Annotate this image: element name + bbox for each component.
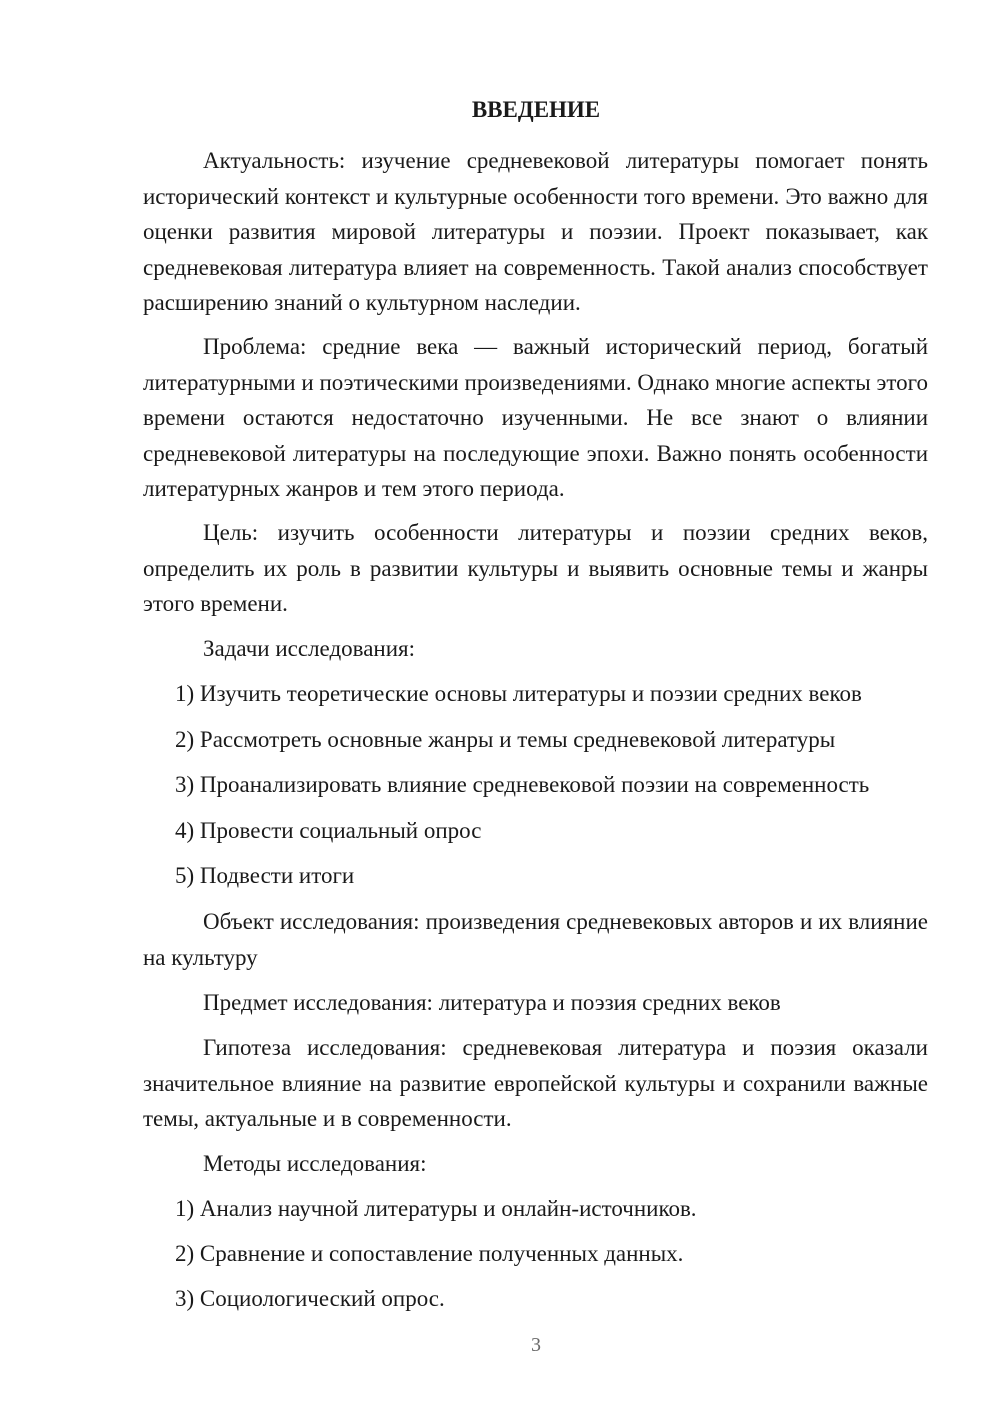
method-item-1: 1) Анализ научной литературы и онлайн-источников. — [175, 1196, 697, 1221]
section-heading: ВВЕДЕНИЕ — [471, 97, 601, 122]
relevance-paragraph: Актуальность: изучение средневековой литературы помогает понять исторический контекст и культурные особенности того времени. Это важно для оценки развития мировой литературы и поэзии. Проект показывает, как средневековая литература влияет на современность. Такой анализ способствует расширению знаний о культурном наследии. — [143, 148, 928, 315]
methods-title: Методы исследования: — [203, 1151, 427, 1176]
problem-paragraph: Проблема: средние века — важный исторический период, богатый литературными и поэтическими произведениями. Однако многие аспекты этого времени остаются недостаточно изученными. Не все знают о влиянии средневековой литературы на последующие эпохи. Важно понять особенности литературных жанров и тем этого периода. — [143, 334, 928, 501]
method-item-3: 3) Социологический опрос. — [175, 1286, 445, 1311]
task-item-3: 3) Проанализировать влияние средневековой поэзии на современность — [175, 772, 870, 797]
method-item-2: 2) Сравнение и сопоставление полученных данных. — [175, 1241, 684, 1266]
object-paragraph: Объект исследования: произведения средневековых авторов и их влияние на культуру — [143, 909, 928, 970]
task-item-5: 5) Подвести итоги — [175, 863, 355, 888]
hypothesis-paragraph: Гипотеза исследования: средневековая литература и поэзия оказали значительное влияние на развитие европейской культуры и сохранили важные темы, актуальные и в современности. — [143, 1035, 928, 1131]
page-number: 3 — [531, 1334, 541, 1356]
goal-paragraph: Цель: изучить особенности литературы и поэзии средних веков, определить их роль в развитии культуры и выявить основные темы и жанры этого времени. — [143, 520, 928, 616]
task-item-1: 1) Изучить теоретические основы литературы и поэзии средних веков — [175, 681, 862, 706]
tasks-title: Задачи исследования: — [203, 636, 416, 661]
subject-line: Предмет исследования: литература и поэзия средних веков — [203, 990, 781, 1015]
task-item-2: 2) Рассмотреть основные жанры и темы средневековой литературы — [175, 727, 836, 752]
task-item-4: 4) Провести социальный опрос — [175, 818, 482, 843]
